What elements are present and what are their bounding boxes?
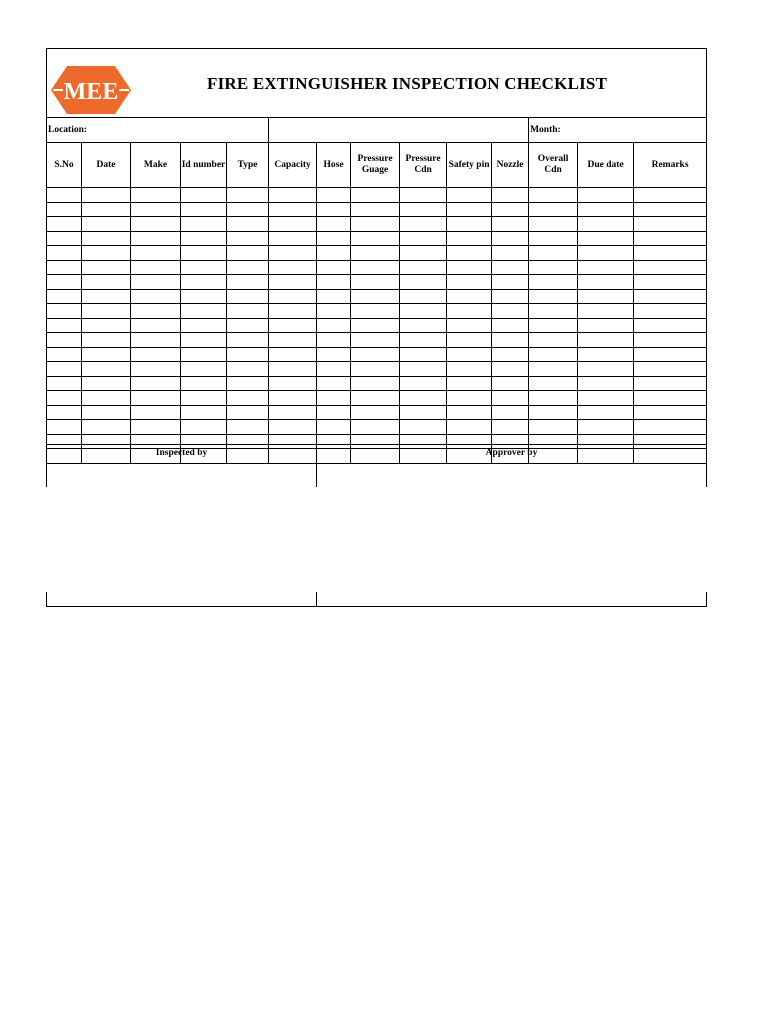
table-cell[interactable] (131, 405, 181, 420)
table-cell[interactable] (227, 246, 269, 261)
table-cell[interactable] (269, 376, 317, 391)
table-cell[interactable] (181, 231, 227, 246)
table-cell[interactable] (529, 420, 578, 435)
table-cell[interactable] (47, 289, 82, 304)
table-cell[interactable] (181, 362, 227, 377)
table-cell[interactable] (317, 217, 351, 232)
table-cell[interactable] (634, 275, 707, 290)
table-cell[interactable] (47, 246, 82, 261)
table-cell[interactable] (634, 260, 707, 275)
table-cell[interactable] (447, 246, 492, 261)
table-cell[interactable] (447, 304, 492, 319)
table-cell[interactable] (492, 217, 529, 232)
table-cell[interactable] (317, 318, 351, 333)
table-cell[interactable] (47, 376, 82, 391)
table-cell[interactable] (131, 231, 181, 246)
table-cell[interactable] (634, 362, 707, 377)
table-cell[interactable] (529, 318, 578, 333)
table-cell[interactable] (492, 275, 529, 290)
table-cell[interactable] (131, 391, 181, 406)
table-cell[interactable] (317, 405, 351, 420)
table-cell[interactable] (400, 362, 447, 377)
table-cell[interactable] (47, 275, 82, 290)
column-header: Capacity (269, 143, 317, 188)
table-cell[interactable] (400, 231, 447, 246)
table-cell[interactable] (578, 289, 634, 304)
table-cell[interactable] (351, 333, 400, 348)
table-cell[interactable] (351, 420, 400, 435)
table-row (47, 246, 707, 261)
table-cell[interactable] (269, 231, 317, 246)
table-cell[interactable] (82, 275, 131, 290)
table-cell[interactable] (529, 188, 578, 203)
table-cell[interactable] (181, 289, 227, 304)
table-cell[interactable] (400, 188, 447, 203)
table-cell[interactable] (578, 188, 634, 203)
table-cell[interactable] (578, 347, 634, 362)
table-cell[interactable] (447, 217, 492, 232)
table-cell[interactable] (227, 405, 269, 420)
table-cell[interactable] (227, 289, 269, 304)
table-cell[interactable] (634, 304, 707, 319)
table-cell[interactable] (492, 231, 529, 246)
column-header: Type (227, 143, 269, 188)
table-cell[interactable] (529, 260, 578, 275)
table-cell[interactable] (492, 188, 529, 203)
table-cell[interactable] (400, 217, 447, 232)
table-cell[interactable] (82, 347, 131, 362)
table-cell[interactable] (529, 231, 578, 246)
table-cell[interactable] (269, 202, 317, 217)
table-cell[interactable] (400, 202, 447, 217)
table-row (47, 318, 707, 333)
table-cell[interactable] (181, 391, 227, 406)
column-header: Hose (317, 143, 351, 188)
table-cell[interactable] (47, 362, 82, 377)
table-cell[interactable] (578, 260, 634, 275)
table-cell[interactable] (351, 217, 400, 232)
table-cell[interactable] (634, 289, 707, 304)
table-cell[interactable] (351, 405, 400, 420)
table-cell[interactable] (400, 333, 447, 348)
table-cell[interactable] (269, 333, 317, 348)
table-cell[interactable] (400, 391, 447, 406)
table-cell[interactable] (227, 347, 269, 362)
table-cell[interactable] (82, 333, 131, 348)
table-row (47, 289, 707, 304)
table-cell[interactable] (634, 188, 707, 203)
column-header: Due date (578, 143, 634, 188)
table-cell[interactable] (351, 246, 400, 261)
table-cell[interactable] (317, 188, 351, 203)
table-cell[interactable] (529, 275, 578, 290)
table-cell[interactable] (634, 231, 707, 246)
table-cell[interactable] (181, 347, 227, 362)
table-cell[interactable] (634, 202, 707, 217)
table-cell[interactable] (351, 318, 400, 333)
table-cell[interactable] (181, 188, 227, 203)
table-cell[interactable] (578, 318, 634, 333)
table-row (47, 376, 707, 391)
column-header: S.No (47, 143, 82, 188)
table-cell[interactable] (269, 275, 317, 290)
table-cell[interactable] (447, 231, 492, 246)
table-cell[interactable] (351, 289, 400, 304)
table-cell[interactable] (492, 289, 529, 304)
column-header: Nozzle (492, 143, 529, 188)
table-cell[interactable] (492, 304, 529, 319)
table-cell[interactable] (351, 231, 400, 246)
table-cell[interactable] (131, 304, 181, 319)
table-cell[interactable] (181, 333, 227, 348)
column-header-row (47, 143, 707, 188)
table-cell[interactable] (400, 420, 447, 435)
table-cell[interactable] (47, 260, 82, 275)
table-cell[interactable] (131, 420, 181, 435)
table-cell[interactable] (492, 246, 529, 261)
table-cell[interactable] (492, 333, 529, 348)
table-cell[interactable] (317, 304, 351, 319)
table-cell[interactable] (447, 420, 492, 435)
table-cell[interactable] (47, 217, 82, 232)
table-cell[interactable] (351, 376, 400, 391)
table-cell[interactable] (317, 391, 351, 406)
table-cell[interactable] (529, 304, 578, 319)
table-cell[interactable] (400, 260, 447, 275)
table-cell[interactable] (82, 217, 131, 232)
table-cell[interactable] (400, 275, 447, 290)
table-cell[interactable] (181, 318, 227, 333)
table-cell[interactable] (181, 376, 227, 391)
table-cell[interactable] (269, 318, 317, 333)
table-cell[interactable] (47, 347, 82, 362)
table-cell[interactable] (634, 347, 707, 362)
table-cell[interactable] (181, 420, 227, 435)
table-cell[interactable] (227, 217, 269, 232)
table-cell[interactable] (227, 420, 269, 435)
table-cell[interactable] (447, 347, 492, 362)
table-cell[interactable] (351, 362, 400, 377)
table-cell[interactable] (351, 347, 400, 362)
table-cell[interactable] (131, 289, 181, 304)
table-cell[interactable] (227, 318, 269, 333)
column-header: Make (131, 143, 181, 188)
page-title: FIRE EXTINGUISHER INSPECTION CHECKLIST (207, 74, 608, 93)
table-cell[interactable] (131, 347, 181, 362)
table-cell[interactable] (227, 275, 269, 290)
table-cell[interactable] (351, 188, 400, 203)
table-cell[interactable] (351, 304, 400, 319)
table-cell[interactable] (634, 405, 707, 420)
table-cell[interactable] (492, 405, 529, 420)
table-cell[interactable] (227, 333, 269, 348)
page-break-gap (44, 487, 708, 592)
table-cell[interactable] (578, 202, 634, 217)
table-cell[interactable] (400, 405, 447, 420)
inspection-table (46, 117, 707, 464)
table-cell[interactable] (82, 188, 131, 203)
table-cell[interactable] (351, 260, 400, 275)
table-cell[interactable] (317, 246, 351, 261)
table-cell[interactable] (131, 260, 181, 275)
table-cell[interactable] (47, 202, 82, 217)
table-cell[interactable] (269, 304, 317, 319)
table-row (47, 231, 707, 246)
table-cell[interactable] (269, 260, 317, 275)
table-cell[interactable] (47, 318, 82, 333)
table-cell[interactable] (269, 405, 317, 420)
table-cell[interactable] (82, 231, 131, 246)
table-cell[interactable] (317, 275, 351, 290)
table-cell[interactable] (269, 246, 317, 261)
table-cell[interactable] (82, 304, 131, 319)
table-cell[interactable] (82, 318, 131, 333)
table-cell[interactable] (82, 362, 131, 377)
column-header: Pressure Cdn (400, 143, 447, 188)
table-cell[interactable] (492, 318, 529, 333)
table-cell[interactable] (400, 376, 447, 391)
table-cell[interactable] (578, 246, 634, 261)
table-cell[interactable] (131, 202, 181, 217)
table-cell[interactable] (578, 304, 634, 319)
approved-by-label: Approver by (485, 448, 538, 458)
table-cell[interactable] (634, 246, 707, 261)
table-cell[interactable] (269, 391, 317, 406)
table-cell[interactable] (492, 420, 529, 435)
table-cell[interactable] (269, 188, 317, 203)
table-cell[interactable] (269, 362, 317, 377)
table-cell[interactable] (578, 376, 634, 391)
table-cell[interactable] (492, 362, 529, 377)
column-header: Remarks (634, 143, 707, 188)
table-cell[interactable] (447, 362, 492, 377)
table-cell[interactable] (400, 289, 447, 304)
table-cell[interactable] (181, 405, 227, 420)
table-cell[interactable] (529, 202, 578, 217)
logo-text: MEE (63, 79, 119, 105)
table-cell[interactable] (351, 391, 400, 406)
table-row (47, 362, 707, 377)
table-row (47, 304, 707, 319)
table-cell[interactable] (447, 260, 492, 275)
table-cell[interactable] (131, 318, 181, 333)
table-cell[interactable] (529, 289, 578, 304)
table-cell[interactable] (181, 275, 227, 290)
table-row (47, 333, 707, 348)
table-cell[interactable] (447, 289, 492, 304)
table-cell[interactable] (47, 420, 82, 435)
table-cell[interactable] (181, 246, 227, 261)
table-cell[interactable] (317, 260, 351, 275)
table-cell[interactable] (227, 391, 269, 406)
table-cell[interactable] (227, 188, 269, 203)
table-cell[interactable] (131, 376, 181, 391)
table-cell[interactable] (317, 202, 351, 217)
table-cell[interactable] (317, 289, 351, 304)
table-row (47, 347, 707, 362)
table-cell[interactable] (447, 391, 492, 406)
table-cell[interactable] (131, 333, 181, 348)
table-cell[interactable] (317, 420, 351, 435)
table-cell[interactable] (400, 318, 447, 333)
table-cell[interactable] (529, 391, 578, 406)
table-cell[interactable] (181, 260, 227, 275)
table-cell[interactable] (227, 376, 269, 391)
table-cell[interactable] (181, 304, 227, 319)
table-cell[interactable] (82, 289, 131, 304)
table-row (47, 217, 707, 232)
table-cell[interactable] (269, 289, 317, 304)
table-cell[interactable] (47, 188, 82, 203)
table-cell[interactable] (317, 376, 351, 391)
table-cell[interactable] (82, 246, 131, 261)
table-cell[interactable] (131, 275, 181, 290)
table-cell[interactable] (634, 333, 707, 348)
table-cell[interactable] (317, 333, 351, 348)
table-cell[interactable] (634, 420, 707, 435)
month-label: Month: (529, 118, 707, 143)
company-logo (51, 66, 131, 114)
table-row (47, 188, 707, 203)
inspected-by-label: Inspected by (155, 448, 208, 458)
table-cell[interactable] (447, 275, 492, 290)
table-cell[interactable] (317, 231, 351, 246)
location-value-field[interactable] (269, 118, 529, 143)
table-cell[interactable] (492, 376, 529, 391)
table-cell[interactable] (447, 333, 492, 348)
table-cell[interactable] (447, 405, 492, 420)
table-cell[interactable] (82, 391, 131, 406)
table-cell[interactable] (47, 304, 82, 319)
column-header: Pressure Guage (351, 143, 400, 188)
table-cell[interactable] (227, 202, 269, 217)
table-cell[interactable] (578, 275, 634, 290)
table-cell[interactable] (578, 391, 634, 406)
table-cell[interactable] (47, 405, 82, 420)
table-cell[interactable] (317, 347, 351, 362)
table-cell[interactable] (351, 275, 400, 290)
table-cell[interactable] (492, 260, 529, 275)
table-cell[interactable] (447, 188, 492, 203)
table-cell[interactable] (578, 333, 634, 348)
table-cell[interactable] (131, 188, 181, 203)
table-cell[interactable] (181, 217, 227, 232)
table-cell[interactable] (269, 347, 317, 362)
table-cell[interactable] (492, 391, 529, 406)
column-header: Id number (181, 143, 227, 188)
table-cell[interactable] (131, 246, 181, 261)
table-cell[interactable] (447, 202, 492, 217)
table-cell[interactable] (400, 246, 447, 261)
table-cell[interactable] (492, 347, 529, 362)
location-label: Location: (47, 118, 269, 143)
table-cell[interactable] (47, 231, 82, 246)
table-cell[interactable] (634, 391, 707, 406)
column-header: Safety pin (447, 143, 492, 188)
table-cell[interactable] (400, 304, 447, 319)
table-cell[interactable] (447, 376, 492, 391)
table-cell[interactable] (269, 420, 317, 435)
table-row (47, 260, 707, 275)
table-cell[interactable] (47, 391, 82, 406)
table-cell[interactable] (47, 333, 82, 348)
table-cell[interactable] (181, 202, 227, 217)
table-row (47, 275, 707, 290)
table-cell[interactable] (131, 362, 181, 377)
table-cell[interactable] (82, 202, 131, 217)
table-cell[interactable] (227, 260, 269, 275)
table-cell[interactable] (578, 231, 634, 246)
table-cell[interactable] (529, 405, 578, 420)
header (46, 48, 707, 118)
table-cell[interactable] (269, 217, 317, 232)
table-cell[interactable] (492, 202, 529, 217)
column-header: Date (82, 143, 131, 188)
table-cell[interactable] (529, 362, 578, 377)
table-cell[interactable] (82, 376, 131, 391)
table-cell[interactable] (317, 362, 351, 377)
table-cell[interactable] (82, 260, 131, 275)
table-cell[interactable] (529, 246, 578, 261)
signature-section (46, 444, 706, 606)
table-cell[interactable] (529, 217, 578, 232)
table-row (47, 202, 707, 217)
table-row (47, 405, 707, 420)
table-cell[interactable] (578, 362, 634, 377)
table-cell[interactable] (227, 362, 269, 377)
table-cell[interactable] (529, 376, 578, 391)
table-cell[interactable] (351, 202, 400, 217)
table-cell[interactable] (529, 333, 578, 348)
table-row (47, 420, 707, 435)
table-cell[interactable] (131, 217, 181, 232)
table-cell[interactable] (634, 217, 707, 232)
table-cell[interactable] (634, 318, 707, 333)
table-cell[interactable] (529, 347, 578, 362)
table-cell[interactable] (82, 405, 131, 420)
column-header: Overall Cdn (529, 143, 578, 188)
table-cell[interactable] (227, 231, 269, 246)
table-cell[interactable] (578, 217, 634, 232)
table-cell[interactable] (634, 376, 707, 391)
table-cell[interactable] (578, 405, 634, 420)
location-row (47, 118, 707, 143)
table-cell[interactable] (447, 318, 492, 333)
table-cell[interactable] (82, 420, 131, 435)
table-cell[interactable] (578, 420, 634, 435)
table-cell[interactable] (227, 304, 269, 319)
table-cell[interactable] (400, 347, 447, 362)
table-row (47, 391, 707, 406)
